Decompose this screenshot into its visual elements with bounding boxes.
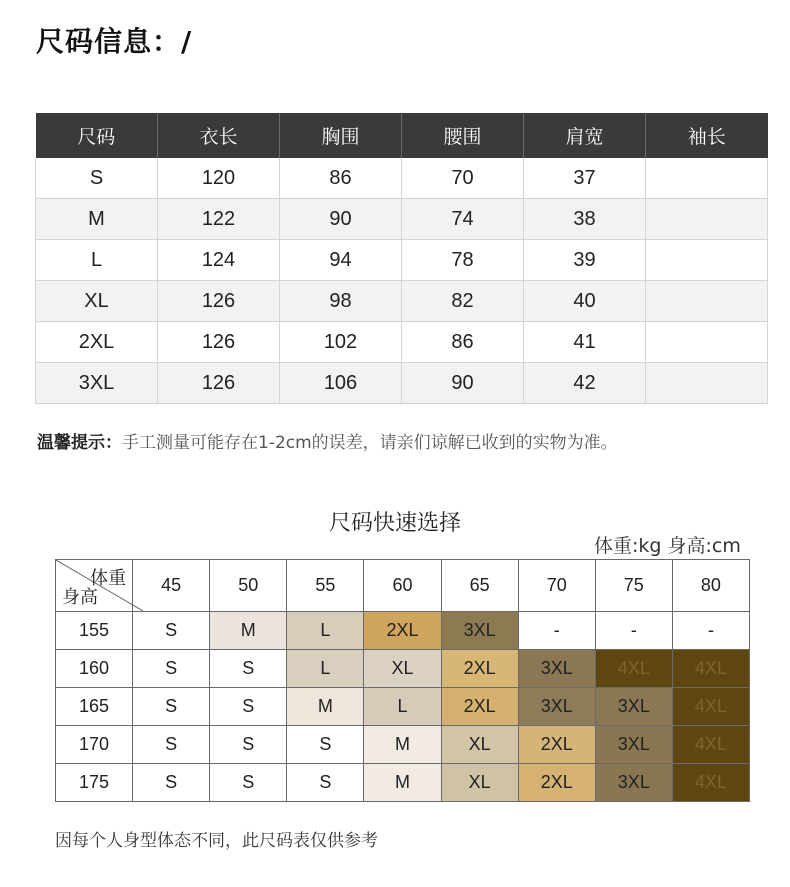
size-table-cell: 90 (402, 363, 524, 404)
recommended-size-cell: S (287, 764, 364, 802)
recommended-size-cell: 2XL (518, 726, 595, 764)
recommended-size-cell: L (364, 688, 441, 726)
recommended-size-cell: 3XL (595, 764, 672, 802)
quick-header-row (56, 560, 750, 612)
unit-label: 体重:kg 身高:cm (594, 535, 741, 557)
quick-size-table (55, 559, 750, 802)
size-table-cell: 70 (402, 158, 524, 199)
size-table-cell: 122 (158, 199, 280, 240)
size-table-cell: 126 (158, 281, 280, 322)
tip-label: 温馨提示： (37, 433, 122, 453)
weight-header-cell: 50 (210, 560, 287, 612)
page-title: 尺码信息：/ (36, 25, 193, 58)
recommended-size-cell: M (364, 764, 441, 802)
recommended-size-cell: 2XL (441, 650, 518, 688)
size-table-row (36, 322, 768, 363)
quick-select-title: 尺码快速选择 (328, 511, 461, 536)
size-table-cell: 37 (524, 158, 646, 199)
recommended-size-cell: XL (364, 650, 441, 688)
size-table-cell (646, 363, 768, 404)
header-bust: 胸围 (280, 113, 402, 158)
header-length: 衣长 (158, 113, 280, 158)
recommended-size-cell: S (210, 726, 287, 764)
size-table-cell: 2XL (36, 322, 158, 363)
recommended-size-cell: 3XL (441, 612, 518, 650)
recommended-size-cell: S (287, 726, 364, 764)
size-table-cell: S (36, 158, 158, 199)
size-table-cell: 42 (524, 363, 646, 404)
size-table-cell: 120 (158, 158, 280, 199)
size-table-cell: 126 (158, 322, 280, 363)
size-table-cell: 41 (524, 322, 646, 363)
size-table-header-row (36, 113, 768, 158)
weight-header-cell: 80 (672, 560, 749, 612)
recommended-size-cell: 3XL (518, 688, 595, 726)
quick-table-row (56, 612, 750, 650)
recommended-size-cell: S (133, 688, 210, 726)
size-table-cell: 3XL (36, 363, 158, 404)
recommended-size-cell: S (210, 650, 287, 688)
corner-cell (56, 560, 133, 612)
height-header-cell: 155 (56, 612, 133, 650)
weight-header-cell: 70 (518, 560, 595, 612)
recommended-size-cell: 3XL (595, 726, 672, 764)
header-sleeve: 袖长 (646, 113, 768, 158)
size-table-row (36, 281, 768, 322)
size-chart-table (35, 113, 768, 404)
recommended-size-cell: S (133, 726, 210, 764)
recommended-size-cell: M (210, 612, 287, 650)
tip-text: 手工测量可能存在1-2cm的误差，请亲们谅解已收到的实物为准。 (122, 433, 618, 453)
footnote: 因每个人身型体态不同，此尺码表仅供参考 (55, 831, 378, 851)
size-table-row (36, 199, 768, 240)
corner-height-label: 身高 (62, 587, 98, 607)
size-table-cell: 124 (158, 240, 280, 281)
size-table-cell: 86 (402, 322, 524, 363)
recommended-size-cell: S (210, 764, 287, 802)
size-table-cell: M (36, 199, 158, 240)
recommended-size-cell: 3XL (595, 688, 672, 726)
height-header-cell: 160 (56, 650, 133, 688)
recommended-size-cell: S (210, 688, 287, 726)
header-size: 尺码 (36, 113, 158, 158)
size-table-cell: 94 (280, 240, 402, 281)
recommended-size-cell: - (672, 612, 749, 650)
recommended-size-cell: S (133, 764, 210, 802)
size-table-cell: 126 (158, 363, 280, 404)
recommended-size-cell: 4XL (672, 726, 749, 764)
recommended-size-cell: XL (441, 764, 518, 802)
size-table-row (36, 363, 768, 404)
size-table-cell: 38 (524, 199, 646, 240)
weight-header-cell: 65 (441, 560, 518, 612)
corner-weight-label: 体重 (90, 568, 127, 588)
header-waist: 腰围 (402, 113, 524, 158)
height-header-cell: 165 (56, 688, 133, 726)
weight-header-cell: 55 (287, 560, 364, 612)
height-header-cell: 170 (56, 726, 133, 764)
size-table-cell: 102 (280, 322, 402, 363)
recommended-size-cell: 4XL (672, 650, 749, 688)
quick-table-row (56, 764, 750, 802)
size-table-cell (646, 281, 768, 322)
recommended-size-cell: M (287, 688, 364, 726)
size-table-cell (646, 240, 768, 281)
recommended-size-cell: XL (441, 726, 518, 764)
size-table-cell: 74 (402, 199, 524, 240)
recommended-size-cell: L (287, 612, 364, 650)
weight-header-cell: 75 (595, 560, 672, 612)
recommended-size-cell: S (133, 612, 210, 650)
warm-tip (37, 428, 618, 453)
size-table-cell (646, 158, 768, 199)
size-table-cell: 106 (280, 363, 402, 404)
size-table-cell: 98 (280, 281, 402, 322)
size-table-cell: 39 (524, 240, 646, 281)
header-shoulder: 肩宽 (524, 113, 646, 158)
size-table-cell: 78 (402, 240, 524, 281)
size-table-cell (646, 199, 768, 240)
size-table-cell: 82 (402, 281, 524, 322)
quick-table-row (56, 726, 750, 764)
recommended-size-cell: S (133, 650, 210, 688)
quick-table-row (56, 688, 750, 726)
weight-header-cell: 45 (133, 560, 210, 612)
size-table-cell: 90 (280, 199, 402, 240)
recommended-size-cell: - (518, 612, 595, 650)
height-header-cell: 175 (56, 764, 133, 802)
size-table-cell: 86 (280, 158, 402, 199)
recommended-size-cell: 2XL (364, 612, 441, 650)
recommended-size-cell: 4XL (672, 764, 749, 802)
size-table-cell: XL (36, 281, 158, 322)
weight-header-cell: 60 (364, 560, 441, 612)
recommended-size-cell: 3XL (518, 650, 595, 688)
recommended-size-cell: M (364, 726, 441, 764)
size-table-cell: L (36, 240, 158, 281)
recommended-size-cell: 4XL (595, 650, 672, 688)
recommended-size-cell: - (595, 612, 672, 650)
size-table-cell: 40 (524, 281, 646, 322)
size-table-row (36, 158, 768, 199)
size-table-row (36, 240, 768, 281)
recommended-size-cell: L (287, 650, 364, 688)
recommended-size-cell: 4XL (672, 688, 749, 726)
quick-table-row (56, 650, 750, 688)
size-table-cell (646, 322, 768, 363)
recommended-size-cell: 2XL (441, 688, 518, 726)
recommended-size-cell: 2XL (518, 764, 595, 802)
